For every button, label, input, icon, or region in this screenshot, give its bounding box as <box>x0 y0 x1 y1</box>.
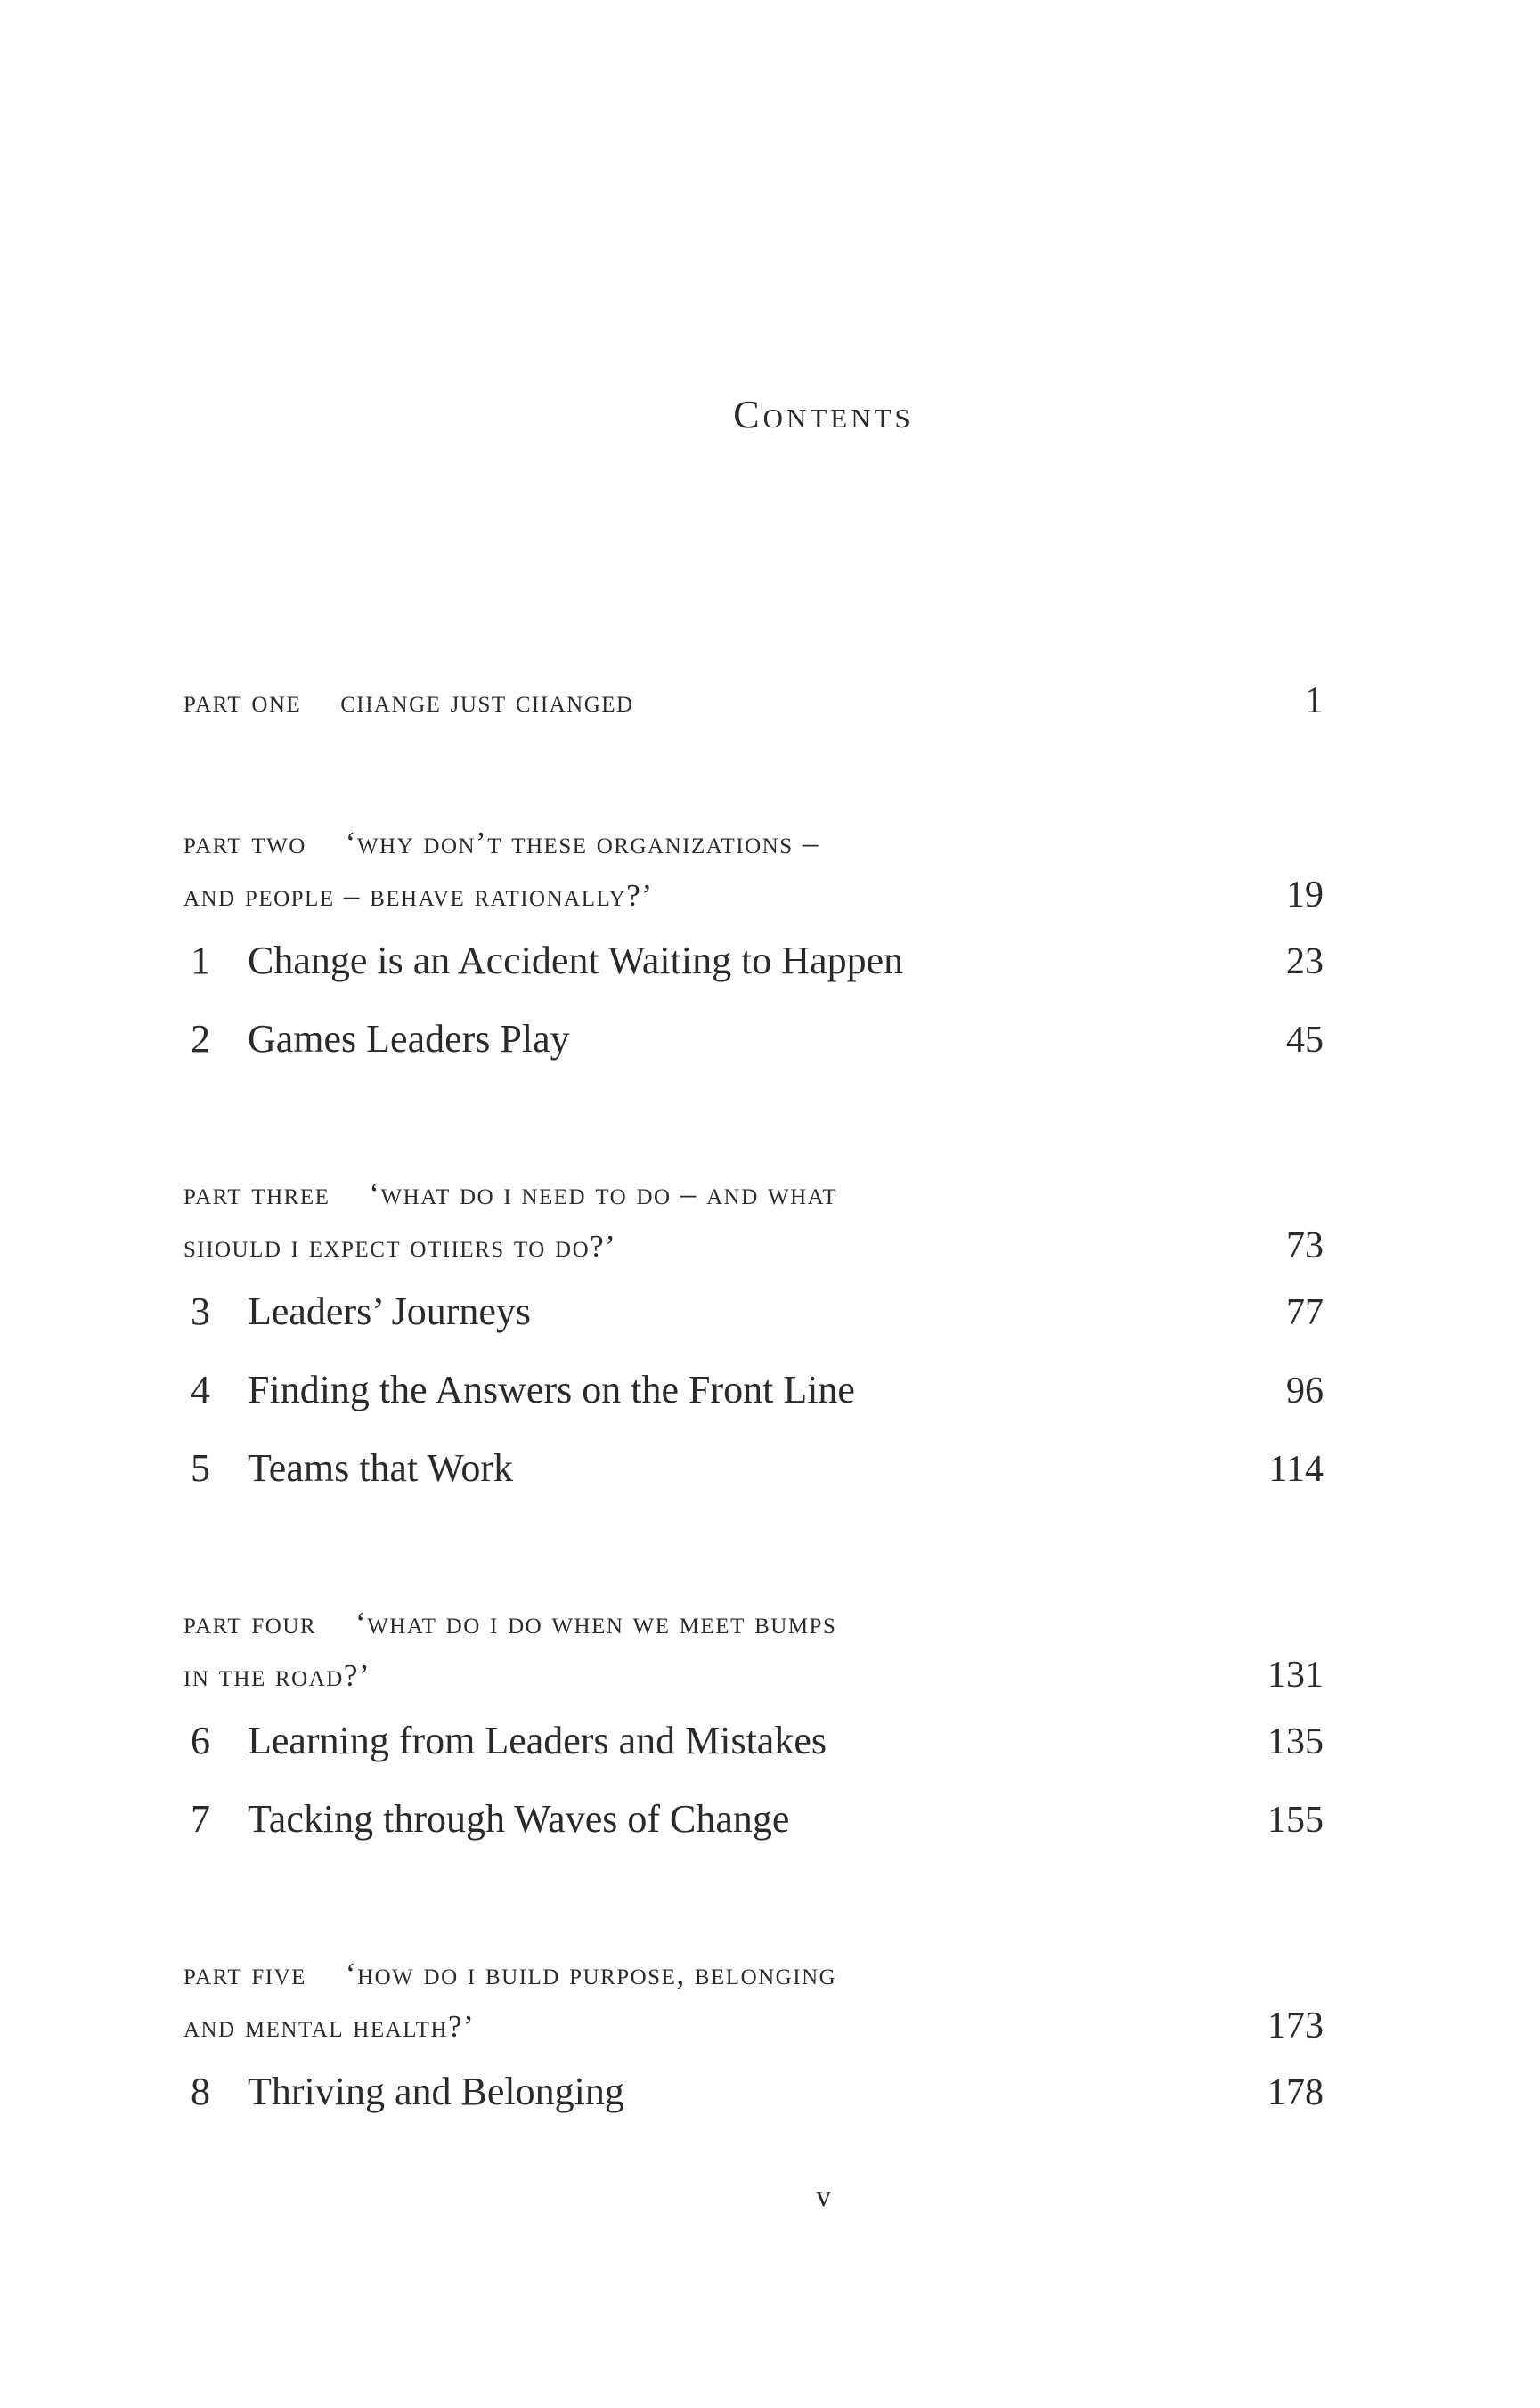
chapter-entry <box>183 1429 1324 1508</box>
chapter-number: 5 <box>191 1446 210 1490</box>
chapter-number: 1 <box>191 939 210 982</box>
part-page-number: 1 <box>1305 680 1324 721</box>
part-three <box>183 1167 1324 1508</box>
chapter-page-number: 96 <box>1286 1371 1324 1411</box>
part-page-number: 131 <box>1267 1655 1324 1696</box>
chapter-title: Teams that Work <box>248 1446 514 1490</box>
chapter-page-number: 135 <box>1267 1721 1324 1762</box>
chapter-title: Thriving and Belonging <box>248 2070 624 2113</box>
chapter-entry <box>183 1351 1324 1429</box>
part-label: part four <box>183 1606 317 1640</box>
chapter-page-number: 114 <box>1268 1449 1324 1490</box>
part-title-line: ‘how do i build purpose, belonging <box>345 1956 837 1991</box>
chapter-number: 8 <box>191 2070 210 2113</box>
chapter-entry <box>183 1702 1324 1780</box>
part-four <box>183 1597 1324 1859</box>
part-label: part five <box>183 1956 306 1991</box>
part-heading-text <box>183 817 1110 922</box>
part-title-line: and mental health?’ <box>183 2009 476 2044</box>
page-title: Contents <box>733 393 914 436</box>
chapter-number: 3 <box>191 1289 210 1333</box>
chapter-title: Learning from Leaders and Mistakes <box>248 1719 827 1762</box>
part-title-line: change just changed <box>340 684 634 719</box>
page-number-footer: v <box>816 2180 831 2213</box>
part-page-number: 73 <box>1286 1225 1324 1266</box>
part-five <box>183 1948 1324 2131</box>
part-title-line: and people – behave rationally?’ <box>183 878 654 913</box>
chapter-number: 7 <box>191 1797 210 1841</box>
chapter-page-number: 178 <box>1267 2072 1324 2113</box>
part-heading-text <box>183 1948 1110 2053</box>
table-of-contents <box>183 675 1324 2131</box>
chapter-number: 2 <box>191 1017 210 1061</box>
part-title-line: ‘what do i do when we meet bumps <box>355 1606 837 1640</box>
chapter-entry <box>183 1780 1324 1859</box>
part-one <box>183 675 1324 728</box>
part-heading <box>183 1167 1324 1273</box>
chapter-title: Leaders’ Journeys <box>248 1289 532 1333</box>
chapter-page-number: 45 <box>1286 1020 1324 1061</box>
part-heading <box>183 1597 1324 1702</box>
chapter-number: 6 <box>191 1719 210 1762</box>
part-heading <box>183 817 1324 922</box>
part-label: part three <box>183 1176 330 1211</box>
part-page-number: 19 <box>1286 875 1324 915</box>
part-heading <box>183 675 1324 728</box>
part-title-line: ‘why don’t these organizations – <box>345 826 819 860</box>
chapter-entry <box>183 922 1324 1000</box>
part-page-number: 173 <box>1267 2005 1324 2046</box>
chapter-number: 4 <box>191 1368 210 1411</box>
chapter-title: Finding the Answers on the Front Line <box>248 1368 855 1411</box>
chapter-page-number: 155 <box>1267 1800 1324 1841</box>
chapter-page-number: 23 <box>1286 941 1324 982</box>
chapter-entry <box>183 1000 1324 1078</box>
chapter-page-number: 77 <box>1286 1292 1324 1333</box>
part-heading-text <box>183 675 1110 728</box>
part-label: part two <box>183 826 306 860</box>
chapter-entry <box>183 2053 1324 2131</box>
part-title-line: in the road?’ <box>183 1658 371 1693</box>
chapter-title: Tacking through Waves of Change <box>248 1797 790 1841</box>
chapter-title: Change is an Accident Waiting to Happen <box>248 939 904 982</box>
part-title-line: ‘what do i need to do – and what <box>369 1176 838 1211</box>
part-heading-text <box>183 1597 1110 1702</box>
part-label: part one <box>183 684 302 719</box>
chapter-title: Games Leaders Play <box>248 1017 570 1061</box>
chapter-entry <box>183 1273 1324 1351</box>
part-title-line: should i expect others to do?’ <box>183 1229 617 1264</box>
part-heading-text <box>183 1167 1110 1273</box>
part-heading <box>183 1948 1324 2053</box>
part-two <box>183 817 1324 1078</box>
